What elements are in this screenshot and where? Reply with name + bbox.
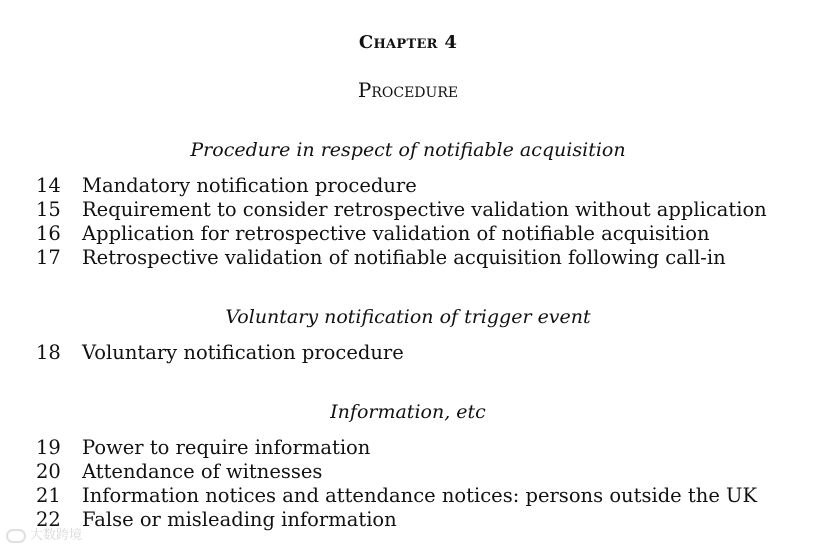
section-title: Attendance of witnesses	[82, 460, 323, 483]
section-title: Application for retrospective validation of notifiable acquisition	[82, 222, 710, 245]
toc-entry	[36, 436, 370, 460]
section-number: 22	[36, 508, 61, 531]
toc-entry	[36, 174, 417, 198]
toc-entry	[36, 484, 757, 508]
section-title: Retrospective validation of notifiable acquisition following call-in	[82, 246, 726, 269]
section-number: 15	[36, 198, 61, 221]
toc-entry	[36, 508, 397, 532]
watermark-text: 大数跨境	[30, 528, 83, 543]
section-title: Voluntary notification procedure	[82, 341, 404, 364]
section-number: 16	[36, 222, 61, 245]
section-title: False or misleading information	[82, 508, 397, 531]
crossheading-information: Information, etc	[330, 401, 486, 423]
section-number: 14	[36, 174, 61, 197]
section-number: 18	[36, 341, 61, 364]
section-title: Mandatory notification procedure	[82, 174, 417, 197]
chapter-title: Procedure	[357, 78, 459, 102]
crossheading-notifiable-acquisition: Procedure in respect of notifiable acquisition	[190, 139, 626, 161]
section-title: Requirement to consider retrospective validation without application	[82, 198, 767, 221]
toc-entry	[36, 460, 322, 484]
toc-entry	[36, 222, 710, 246]
section-number: 19	[36, 436, 61, 459]
section-number: 21	[36, 484, 61, 507]
toc-entry	[36, 246, 726, 270]
section-number: 20	[36, 460, 61, 483]
watermark	[6, 524, 82, 543]
toc-entry	[36, 341, 404, 365]
watermark-logo-icon	[6, 529, 26, 543]
section-title: Power to require information	[82, 436, 371, 459]
chapter-heading: Chapter 4	[358, 32, 458, 53]
section-title: Information notices and attendance notices: persons outside the UK	[82, 484, 758, 507]
crossheading-voluntary-notification: Voluntary notification of trigger event	[225, 306, 591, 328]
section-number: 17	[36, 246, 61, 269]
toc-entry	[36, 198, 767, 222]
